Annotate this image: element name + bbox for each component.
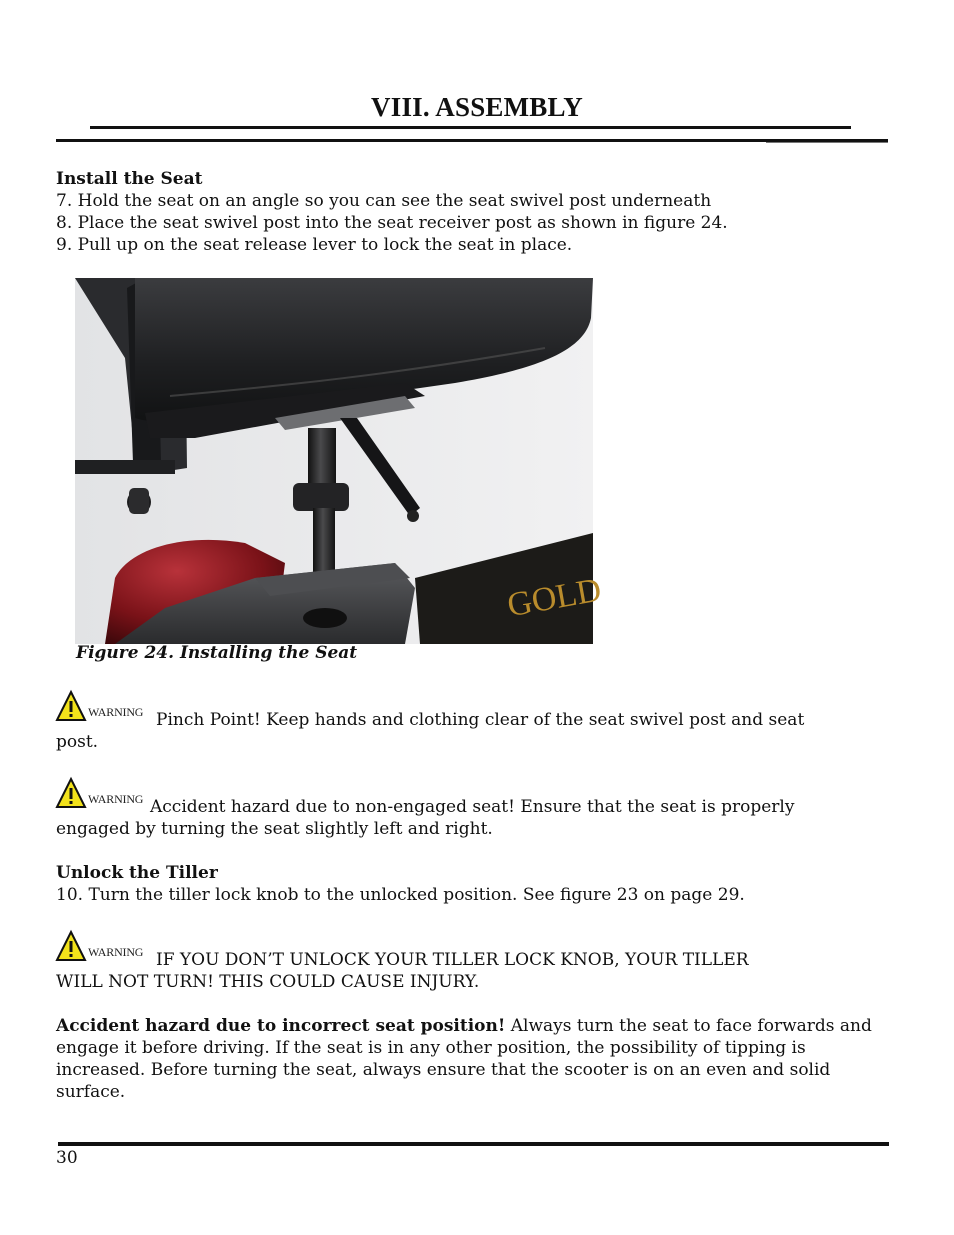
seat-position-paragraph	[56, 1015, 892, 1103]
title-rule-top	[90, 126, 851, 129]
step-10: 10. Turn the tiller lock knob to the unlocked position. See figure 23 on page 29.	[56, 885, 745, 905]
figure-24-photo	[75, 278, 605, 644]
footer-rule	[58, 1142, 889, 1146]
step-8: 8. Place the seat swivel post into the seat receiver post as shown in figure 24.	[56, 213, 728, 233]
warning-triangle-icon	[56, 930, 86, 962]
pinch-warning-line-1: Pinch Point! Keep hands and clothing clear of the seat swivel post and seat	[156, 710, 805, 730]
step-9: 9. Pull up on the seat release lever to lock the seat in place.	[56, 235, 573, 255]
unlock-tiller-heading: Unlock the Tiller	[56, 863, 218, 883]
tiller-warning-line-1: IF YOU DON’T UNLOCK YOUR TILLER LOCK KNOB, YOUR TILLER	[156, 950, 749, 970]
warning-icon	[56, 930, 142, 966]
warning-icon	[56, 690, 142, 726]
seat-position-text: Always turn the seat to face forwards and engage it before driving. If the seat is in any other position, the possibility of tipping is increased. Before turning the seat, always ensure that the scooter is on an even and solid surface.	[56, 1016, 872, 1102]
accident-warning-line-2: engaged by turning the seat slightly left and right.	[56, 819, 493, 839]
accident-warning-line-1: Accident hazard due to non-engaged seat! Ensure that the seat is properly	[150, 797, 795, 817]
warning-label: WARNING	[88, 792, 144, 806]
warning-label: WARNING	[88, 705, 144, 719]
title-rule-bottom	[56, 139, 888, 142]
warning-label: WARNING	[88, 945, 144, 959]
page-number: 30	[56, 1148, 78, 1168]
seat-position-bold-lead: Accident hazard due to incorrect seat position!	[56, 1016, 506, 1036]
warning-icon	[56, 777, 142, 813]
tiller-warning-line-2: WILL NOT TURN! THIS COULD CAUSE INJURY.	[56, 972, 480, 992]
install-seat-heading: Install the Seat	[56, 169, 203, 189]
page-title: VIII. ASSEMBLY	[371, 92, 583, 122]
figure-caption: Figure 24. Installing the Seat	[76, 643, 358, 663]
seat-installation-illustration	[75, 278, 605, 644]
warning-triangle-icon	[56, 777, 86, 809]
pinch-warning-line-2: post.	[56, 732, 99, 752]
warning-triangle-icon	[56, 690, 86, 722]
title-rule-shadow	[766, 142, 888, 143]
step-7: 7. Hold the seat on an angle so you can see the seat swivel post underneath	[56, 191, 712, 211]
brand-text: GOLD	[504, 571, 605, 625]
